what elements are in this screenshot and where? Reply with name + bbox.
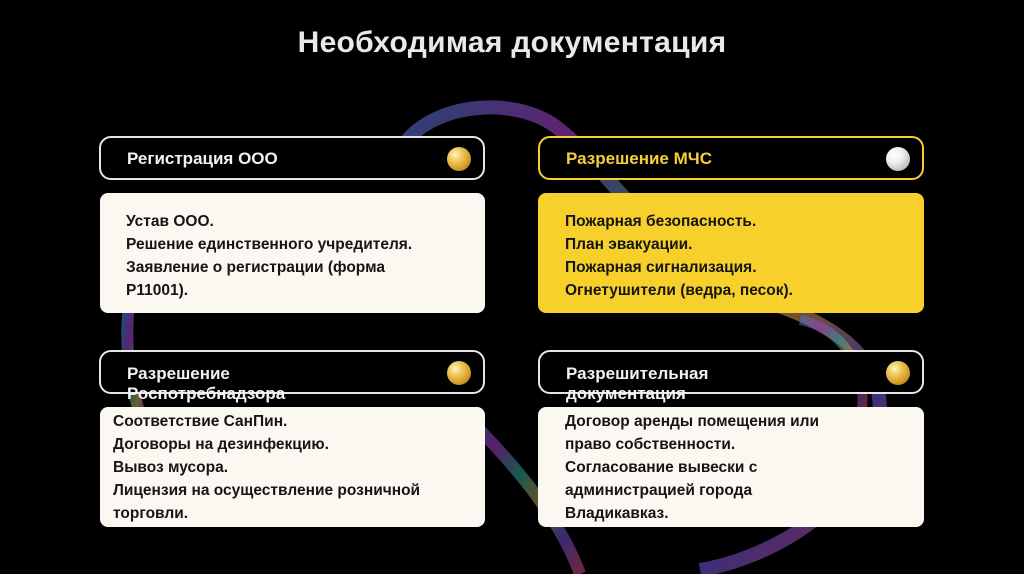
list-item: План эвакуации. xyxy=(565,236,693,253)
section-card-mchs xyxy=(538,193,924,313)
list-item: Пожарная безопасность. xyxy=(565,213,757,230)
list-item: Владикавказ. xyxy=(565,505,669,522)
list-item: торговли. xyxy=(113,505,189,522)
sphere-icon xyxy=(886,361,910,385)
list-item: администрацией города xyxy=(565,482,753,499)
list-item: Заявление о регистрации (форма xyxy=(126,259,385,276)
sphere-icon xyxy=(447,147,471,171)
section-heading-label: Регистрация ООО xyxy=(127,149,278,168)
section-heading-registration xyxy=(99,136,485,180)
section-heading-label: Разрешительная документация xyxy=(566,364,709,403)
list-item: Устав ООО. xyxy=(126,213,214,230)
section-heading-label: Разрешение Роспотребнадзора xyxy=(127,364,286,403)
section-heading-rospotrebnadzor xyxy=(99,350,485,403)
sphere-icon xyxy=(447,361,471,385)
list-item: Лицензия на осуществление розничной xyxy=(113,482,421,499)
list-item: Вывоз мусора. xyxy=(113,459,229,476)
list-item: Огнетушители (ведра, песок). xyxy=(565,282,793,299)
list-item: Р11001). xyxy=(126,282,189,299)
list-item: Соответствие СанПин. xyxy=(113,413,288,430)
section-heading-permits xyxy=(538,350,924,403)
page-title: Необходимая документация xyxy=(297,26,727,59)
sphere-icon xyxy=(886,147,910,171)
section-card-registration xyxy=(100,193,485,313)
section-heading-mchs xyxy=(538,136,924,180)
list-item: Пожарная сигнализация. xyxy=(565,259,757,276)
list-item: право собственности. xyxy=(565,436,736,453)
section-card-rospotrebnadzor xyxy=(100,407,485,527)
list-item: Договор аренды помещения или xyxy=(565,413,819,430)
section-card-permits xyxy=(538,407,924,527)
list-item: Договоры на дезинфекцию. xyxy=(113,436,329,453)
list-item: Решение единственного учредителя. xyxy=(126,236,413,253)
list-item: Согласование вывески с xyxy=(565,459,758,476)
section-heading-label: Разрешение МЧС xyxy=(566,149,712,168)
